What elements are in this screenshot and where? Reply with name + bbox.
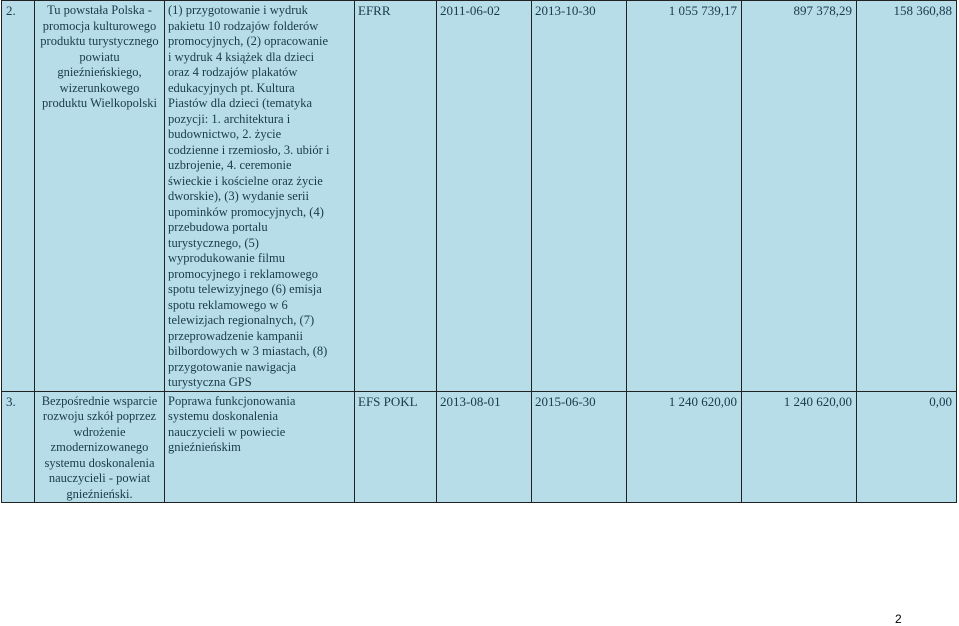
end-date: 2015-06-30 bbox=[532, 391, 627, 503]
projects-table bbox=[1, 0, 957, 503]
funding-source: EFRR bbox=[355, 1, 437, 392]
eligible-value: 1 240 620,00 bbox=[742, 391, 857, 503]
own-contribution: 0,00 bbox=[857, 391, 957, 503]
project-name: Bezpośrednie wsparcie rozwoju szkół poprzez wdrożenie zmodernizowanego systemu doskonalenia nauczycieli - powiat gnieźnieński. bbox=[35, 391, 165, 503]
project-description: Poprawa funkcjonowania systemu doskonalenia nauczycieli w powiecie gnieźnieńskim bbox=[165, 391, 355, 503]
funding-source: EFS POKL bbox=[355, 391, 437, 503]
end-date: 2013-10-30 bbox=[532, 1, 627, 392]
project-name: Tu powstała Polska - promocja kulturowego produktu turystycznego powiatu gnieźnieńskiego, wizerunkowego produktu Wielkopolski bbox=[35, 1, 165, 392]
table-row bbox=[2, 1, 957, 392]
row-number: 3. bbox=[2, 391, 35, 503]
page-number: 2 bbox=[895, 612, 902, 626]
total-value: 1 055 739,17 bbox=[627, 1, 742, 392]
total-value: 1 240 620,00 bbox=[627, 391, 742, 503]
start-date: 2013-08-01 bbox=[437, 391, 532, 503]
start-date: 2011-06-02 bbox=[437, 1, 532, 392]
eligible-value: 897 378,29 bbox=[742, 1, 857, 392]
row-number: 2. bbox=[2, 1, 35, 392]
own-contribution: 158 360,88 bbox=[857, 1, 957, 392]
project-description: (1) przygotowanie i wydruk pakietu 10 rodzajów folderów promocyjnych, (2) opracowanie i wydruk 4 książek dla dzieci oraz 4 rodzajów plakatów edukacyjnych pt. Kultura Piastów dla dzieci (tematyka pozycji: 1. architektura i budownictwo, 2. życie codzienne i rzemiosło, 3. ubiór i uzbrojenie, 4. ceremonie świeckie i kościelne oraz życie dworskie), (3) wydanie serii upominków promocyjnych, (4) przebudowa portalu turystycznego, (5) wyprodukowanie filmu promocyjnego i reklamowego spotu telewizyjnego (6) emisja spotu reklamowego w 6 telewizjach regionalnych, (7) przeprowadzenie kampanii bilbordowych w 3 miastach, (8) przygotowanie nawigacja turystyczna GPS bbox=[165, 1, 355, 392]
table-row bbox=[2, 391, 957, 503]
